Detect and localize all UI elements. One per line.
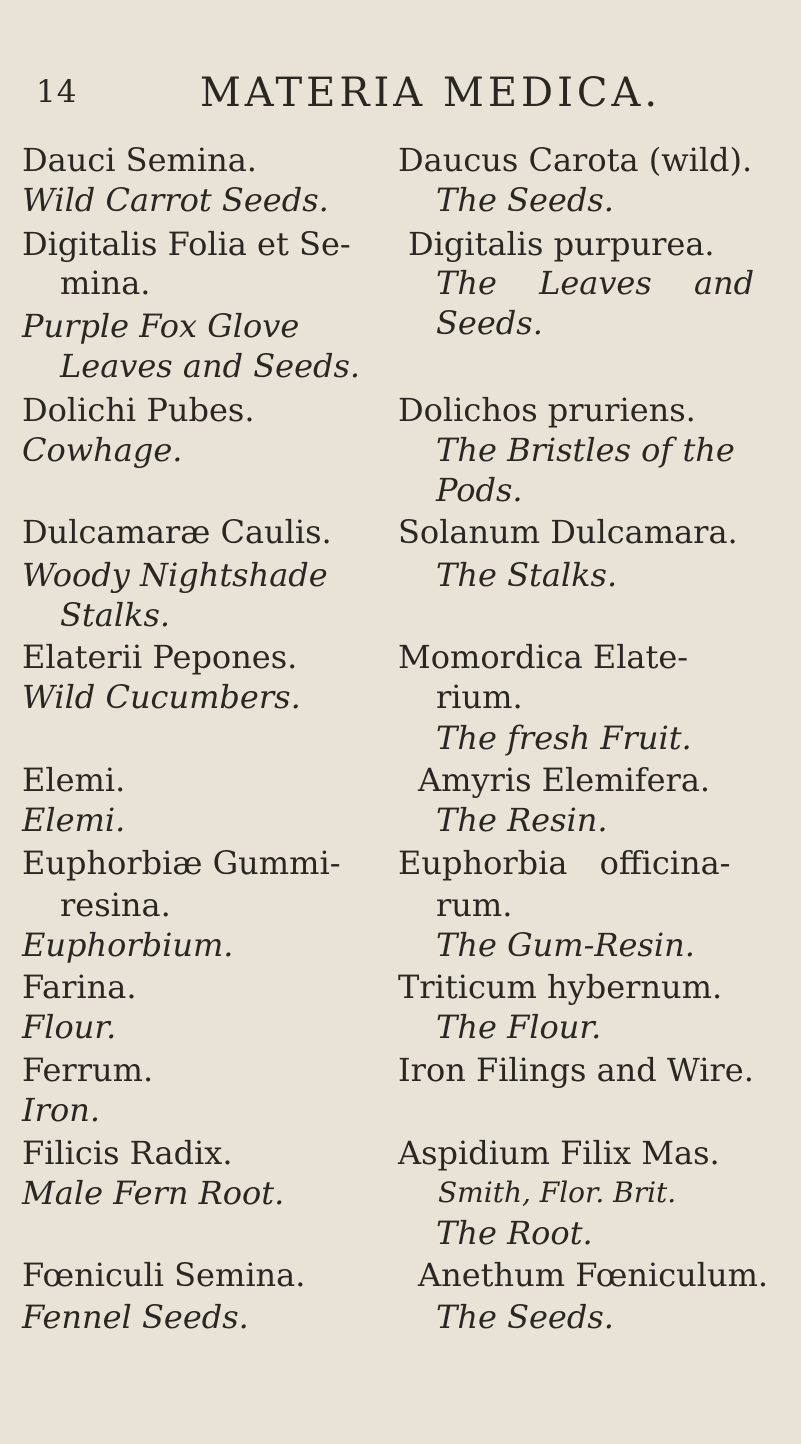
part-used: The Root. <box>436 1214 593 1252</box>
english-name: Male Fern Root. <box>22 1174 285 1212</box>
part-used-continued: Pods. <box>436 471 523 509</box>
english-name-continued: Leaves and Seeds. <box>60 347 361 385</box>
botanical-name: Dolichos pruriens. <box>398 391 696 429</box>
latin-name-continued: mina. <box>60 264 151 302</box>
part-used: The fresh Fruit. <box>436 719 692 757</box>
botanical-name: Daucus Carota (wild). <box>398 141 753 179</box>
english-name-continued: Stalks. <box>60 596 171 634</box>
english-name: Woody Nightshade <box>22 556 328 594</box>
latin-name: Elaterii Pepones. <box>22 638 298 676</box>
latin-name: Farina. <box>22 968 137 1006</box>
part-used-continued: Seeds. <box>436 304 543 342</box>
running-head <box>0 70 801 120</box>
english-name: Iron. <box>22 1091 100 1129</box>
botanical-name: Digitalis purpurea. <box>408 225 715 263</box>
latin-name: Elemi. <box>22 761 126 799</box>
botanical-name: Euphorbia officina- <box>398 844 731 882</box>
latin-name: Fœniculi Semina. <box>22 1256 306 1294</box>
part-used: The Stalks. <box>436 556 618 594</box>
botanical-name: Solanum Dulcamara. <box>398 513 738 551</box>
english-name: Euphorbium. <box>22 926 234 964</box>
english-name: Wild Carrot Seeds. <box>22 181 329 219</box>
part-used: The Leaves and <box>436 264 755 302</box>
english-name: Cowhage. <box>22 431 183 469</box>
part-used: The Bristles of the <box>436 431 735 469</box>
botanical-name: Momordica Elate- <box>398 638 689 676</box>
page-title: MATERIA MEDICA. <box>199 70 662 116</box>
part-used: The Seeds. <box>436 1298 614 1336</box>
part-used: The Flour. <box>436 1008 602 1046</box>
english-name: Flour. <box>22 1008 117 1046</box>
latin-name: Euphorbiæ Gummi- <box>22 844 341 882</box>
latin-name: Digitalis Folia et Se- <box>22 225 351 263</box>
latin-name: Dolichi Pubes. <box>22 391 255 429</box>
english-name: Elemi. <box>22 801 126 839</box>
authority-citation: Smith, Flor. Brit. <box>438 1176 677 1209</box>
botanical-name: Anethum Fœniculum. <box>418 1256 769 1294</box>
botanical-name: Aspidium Filix Mas. <box>398 1134 720 1172</box>
latin-name: Ferrum. <box>22 1051 154 1089</box>
latin-name-continued: resina. <box>60 886 171 924</box>
page-number: 14 <box>36 74 78 110</box>
botanical-name: Iron Filings and Wire. <box>398 1051 754 1089</box>
english-name: Purple Fox Glove <box>22 307 300 345</box>
latin-name: Dulcamaræ Caulis. <box>22 513 332 551</box>
botanical-name: Amyris Elemifera. <box>418 761 711 799</box>
english-name: Fennel Seeds. <box>22 1298 249 1336</box>
botanical-name-continued: rum. <box>436 886 513 924</box>
part-used: The Gum-Resin. <box>436 926 695 964</box>
botanical-name: Triticum hybernum. <box>398 968 723 1006</box>
english-name: Wild Cucumbers. <box>22 678 301 716</box>
latin-name: Filicis Radix. <box>22 1134 233 1172</box>
part-used: The Seeds. <box>436 181 614 219</box>
botanical-name-continued: rium. <box>436 678 523 716</box>
latin-name: Dauci Semina. <box>22 141 257 179</box>
part-used: The Resin. <box>436 801 608 839</box>
